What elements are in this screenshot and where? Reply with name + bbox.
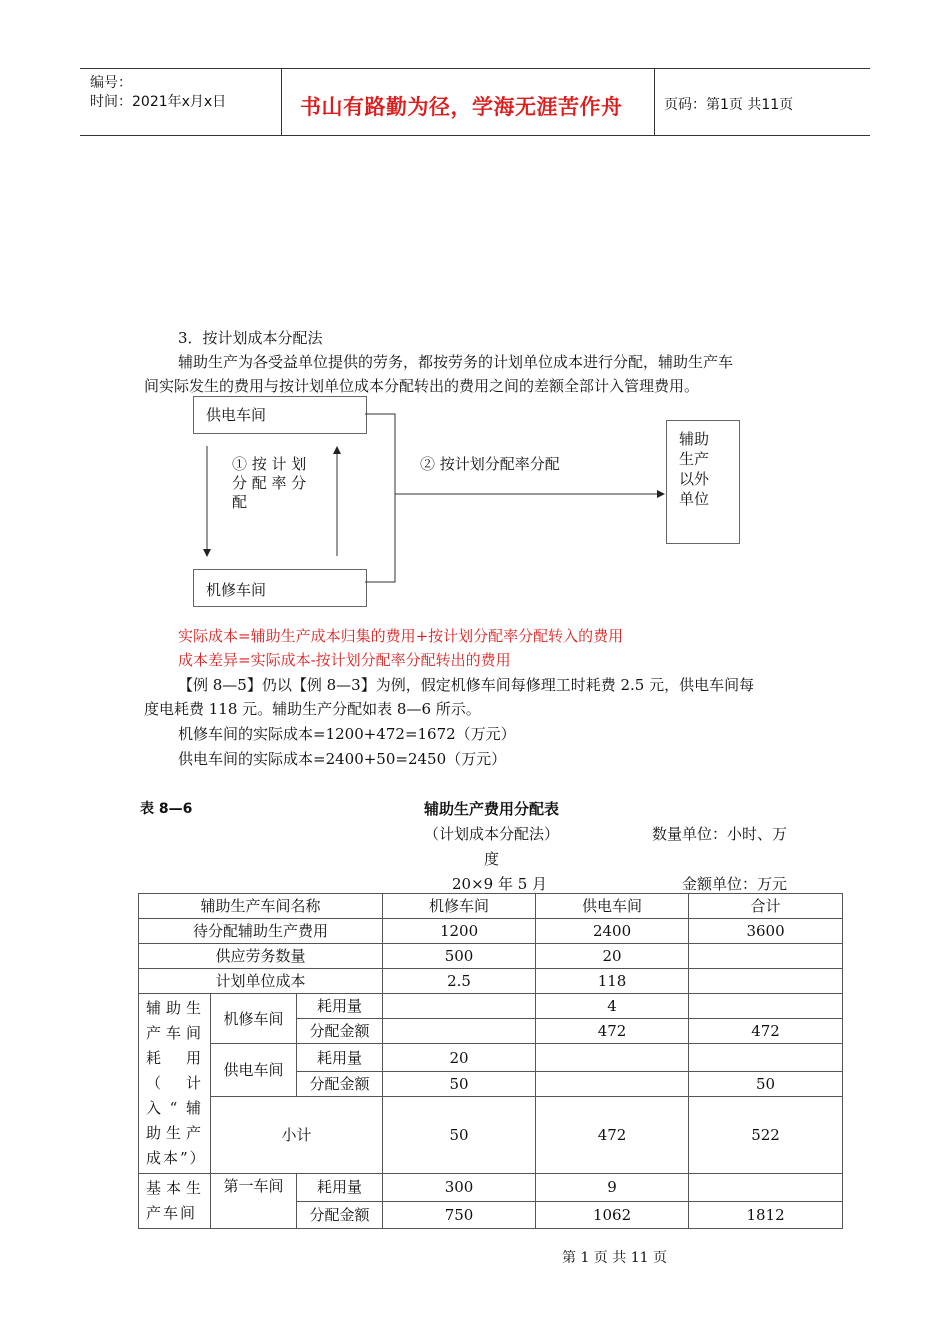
table-row [139,994,843,1019]
table-header-cell: 供电车间 [536,894,689,919]
table-label: 表 8—6 [140,801,193,817]
cell: 2400 [536,919,689,944]
sub-label: 分配金额 [297,1201,383,1229]
cell: 20 [383,1044,536,1072]
table-title: 辅助生产费用分配表 [424,800,560,818]
allocation-table [138,893,843,1229]
sub-label: 分配金额 [297,1072,383,1097]
cell [689,994,843,1019]
cell: 20 [536,944,689,969]
cell: 300 [383,1174,536,1202]
table-subtitle: （计划成本分配法） [424,825,560,843]
formula-actual-cost: 实际成本=辅助生产成本归集的费用+按计划分配率分配转入的费用 [178,627,624,645]
row-label: 计划单位成本 [139,969,383,994]
example-line1: 【例 8—5】仍以【例 8—3】为例，假定机修车间每修理工时耗费 2.5 元，供电车间每 [178,676,755,694]
table-header-cell: 机修车间 [383,894,536,919]
cell [536,1044,689,1072]
cell: 3600 [689,919,843,944]
cell: 1812 [689,1201,843,1229]
table-qty-unit: 数量单位：小时、万 [652,825,788,843]
cell [689,1174,843,1202]
section-paragraph-line1: 辅助生产为各受益单位提供的劳务，都按劳务的计划单位成本进行分配，辅助生产车 [178,353,734,371]
table-row [139,944,843,969]
side-label-aux: 辅助生产车间耗用（计入“辅助生产成本”） [139,994,211,1174]
sub-label: 耗用量 [297,994,383,1019]
sub-label: 分配金额 [297,1019,383,1044]
arrow1-label: ① 按 计 划 分 配 率 分 配 [232,455,307,511]
subtotal-label: 小计 [211,1097,383,1174]
header-motto: 书山有路勤为径，学海无涯苦作舟 [300,95,623,119]
table-row [139,969,843,994]
box-repair-label: 机修车间 [206,581,267,599]
table-header-cell: 合计 [689,894,843,919]
header-number: 编号： [90,75,132,91]
cell: 1062 [536,1201,689,1229]
dept-repair: 机修车间 [211,994,297,1044]
table-date: 20×9 年 5 月 [452,875,548,893]
table-amount-unit: 金额单位：万元 [682,875,788,893]
example-calc1: 机修车间的实际成本=1200+472=1672（万元） [178,725,516,743]
cell: 50 [383,1072,536,1097]
cell: 50 [689,1072,843,1097]
section-title: 3．按计划成本分配法 [178,329,323,347]
table-qty-unit-cont: 度 [484,850,500,868]
cell [383,1019,536,1044]
dept-power: 供电车间 [211,1044,297,1097]
box-outside-label: 辅助 生产 以外 单位 [679,430,710,508]
arrow2-label: ② 按计划分配率分配 [420,455,560,473]
table-row [139,1044,843,1072]
page-footer: 第 1 页 共 11 页 [562,1250,667,1266]
dept-first: 第一车间 [211,1174,297,1229]
cell [689,969,843,994]
cell: 2.5 [383,969,536,994]
cell: 118 [536,969,689,994]
cell [536,1072,689,1097]
cell: 472 [536,1019,689,1044]
header-time: 时间：2021年x月x日 [90,94,227,110]
box-power-label: 供电车间 [206,406,267,424]
cell [383,994,536,1019]
sub-label: 耗用量 [297,1174,383,1202]
example-line2: 度电耗费 118 元。辅助生产分配如表 8—6 所示。 [144,700,481,718]
cell: 4 [536,994,689,1019]
table-row [139,1174,843,1202]
cell: 9 [536,1174,689,1202]
cell: 522 [689,1097,843,1174]
header-page-number: 页码：第1页 共11页 [664,97,794,113]
table-row [139,1097,843,1174]
cell: 500 [383,944,536,969]
table-header-cell: 辅助生产车间名称 [139,894,383,919]
sub-label: 耗用量 [297,1044,383,1072]
cell [689,1044,843,1072]
table-row [139,919,843,944]
cell: 750 [383,1201,536,1229]
row-label: 供应劳务数量 [139,944,383,969]
side-label-basic: 基本生产车间 [139,1174,211,1229]
cell: 1200 [383,919,536,944]
cell: 472 [536,1097,689,1174]
formula-cost-variance: 成本差异=实际成本-按计划分配率分配转出的费用 [178,651,511,669]
cell: 472 [689,1019,843,1044]
cell [689,944,843,969]
section-paragraph-line2: 间实际发生的费用与按计划单位成本分配转出的费用之间的差额全部计入管理费用。 [144,377,700,395]
cell: 50 [383,1097,536,1174]
example-calc2: 供电车间的实际成本=2400+50=2450（万元） [178,750,507,768]
row-label: 待分配辅助生产费用 [139,919,383,944]
table-header-row [139,894,843,919]
connector-bracket [365,414,395,582]
